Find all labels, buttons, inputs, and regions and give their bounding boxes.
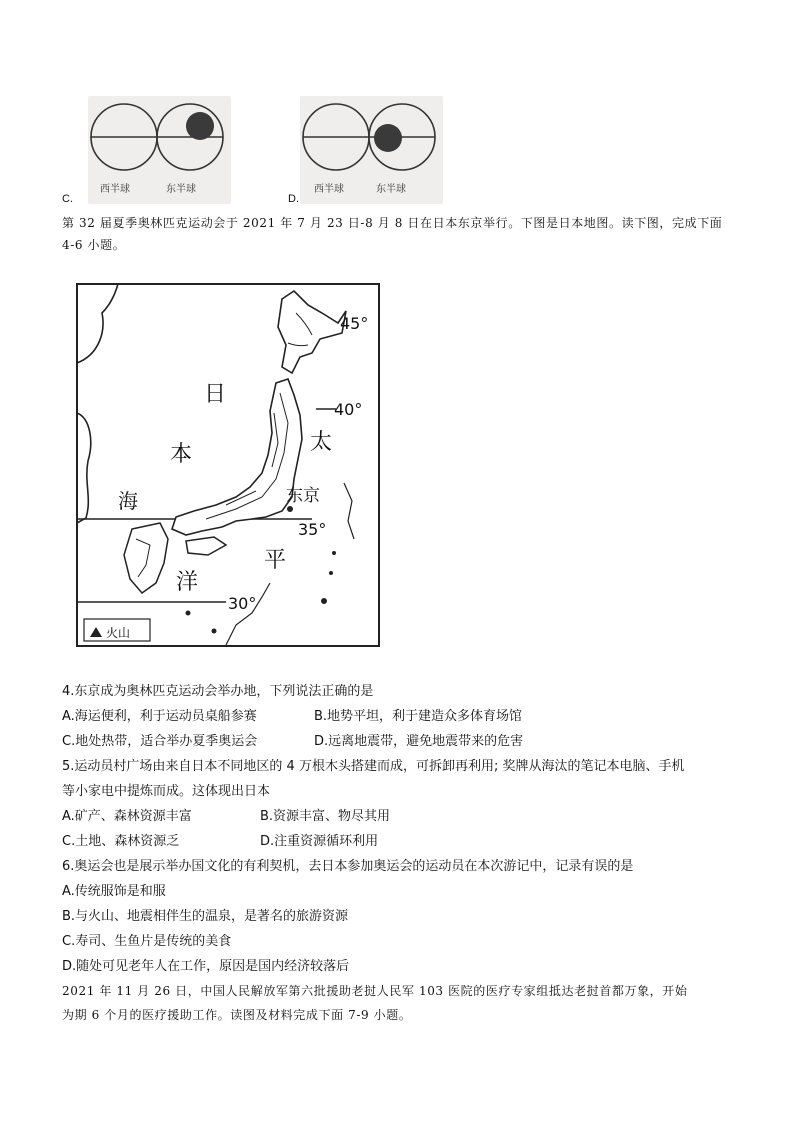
island [321, 598, 327, 604]
island [212, 629, 217, 634]
figure-option-c [88, 96, 231, 204]
intro-paragraph-olympics: 第 32 届夏季奥林匹克运动会于 2021 年 7 月 23 日-8 月 8 日在日本东京举行。下图是日本地图。读下图，完成下面 4-6 小题。 [62, 216, 723, 252]
island [186, 611, 191, 616]
sea-label-2: 本 [170, 442, 193, 467]
question-4-option-b: B.地势平坦，利于建造众多体育场馆 [314, 709, 523, 724]
question-6-option-d: D.随处可见老年人在工作，原因是国内经济较落后 [62, 959, 350, 974]
sea-label-1: 日 [204, 382, 227, 407]
question-5-option-c: C.土地、森林资源乏 [62, 834, 180, 849]
question-4-option-d: D.远离地震带，避免地震带来的危害 [314, 734, 524, 749]
question-4-option-a: A.海运便利，利于运动员桌船参赛 [62, 709, 257, 724]
intro-paragraph-laos-line-2: 为期 6 个月的医疗援助工作。读图及材料完成下面 7-9 小题。 [62, 1008, 412, 1022]
question-5-stem-line-2: 等小家电中提炼而成。这体现出日本 [62, 784, 271, 799]
intro-paragraph-laos-line-1: 2021 年 11 月 26 日，中国人民解放军第六批援助老挝人民军 103 医院的医疗专家组抵达老挝首都万象，开始 [62, 984, 688, 998]
latitude-30-label: 30° [228, 594, 257, 613]
question-5-option-a: A.矿产、森林资源丰富 [62, 809, 192, 824]
legend-label: 火山 [106, 626, 131, 640]
tokyo-marker [287, 506, 293, 512]
question-5-stem-line-1: 5.运动员村广场由来自日本不同地区的 4 万根木头搭建而成，可拆卸再利用; 奖牌从海汰的笔记本电脑、手机 [62, 759, 685, 774]
ocean-label-3: 洋 [176, 570, 199, 595]
question-6-stem: 6.奥运会也是展示举办国文化的有利契机，去日本参加奥运会的运动员在本次游记中，记录有误的是 [62, 859, 634, 874]
question-6-option-b: B.与火山、地震相伴生的温泉，是著名的旅游资源 [62, 909, 349, 924]
question-4-option-c: C.地处热带，适合举办夏季奥运会 [62, 734, 258, 749]
question-6-option-c: C.寿司、生鱼片是传统的美食 [62, 934, 232, 949]
ocean-label-2: 平 [264, 548, 287, 573]
sea-label-3: 海 [118, 489, 138, 513]
question-6-option-a: A.传统服饰是和服 [62, 884, 166, 899]
latitude-45-label: 45° [340, 314, 369, 333]
highlight-dot [186, 112, 214, 140]
west-hemisphere-label: 西半球 [314, 184, 344, 195]
japan-map [76, 283, 392, 651]
latitude-40-label: 40° [334, 400, 363, 419]
ocean-label-1: 太 [310, 430, 333, 455]
question-5-option-b: B.资源丰富、物尽其用 [260, 809, 391, 824]
east-hemisphere-label: 东半球 [166, 184, 196, 195]
west-hemisphere-label: 西半球 [100, 184, 130, 195]
question-4-stem: 4.东京成为奥林匹克运动会举办地，下列说法正确的是 [62, 684, 374, 699]
tokyo-label: 东京 [286, 486, 320, 506]
island [332, 551, 336, 555]
option-c-letter: C. [62, 193, 73, 205]
option-d-letter: D. [288, 193, 299, 205]
east-hemisphere-label: 东半球 [376, 184, 406, 195]
figure-option-d [300, 96, 443, 204]
question-5-option-d: D.注重资源循环利用 [260, 834, 379, 849]
map-frame [77, 284, 379, 646]
latitude-35-label: 35° [298, 520, 327, 539]
island [329, 571, 333, 575]
highlight-dot [374, 124, 402, 152]
